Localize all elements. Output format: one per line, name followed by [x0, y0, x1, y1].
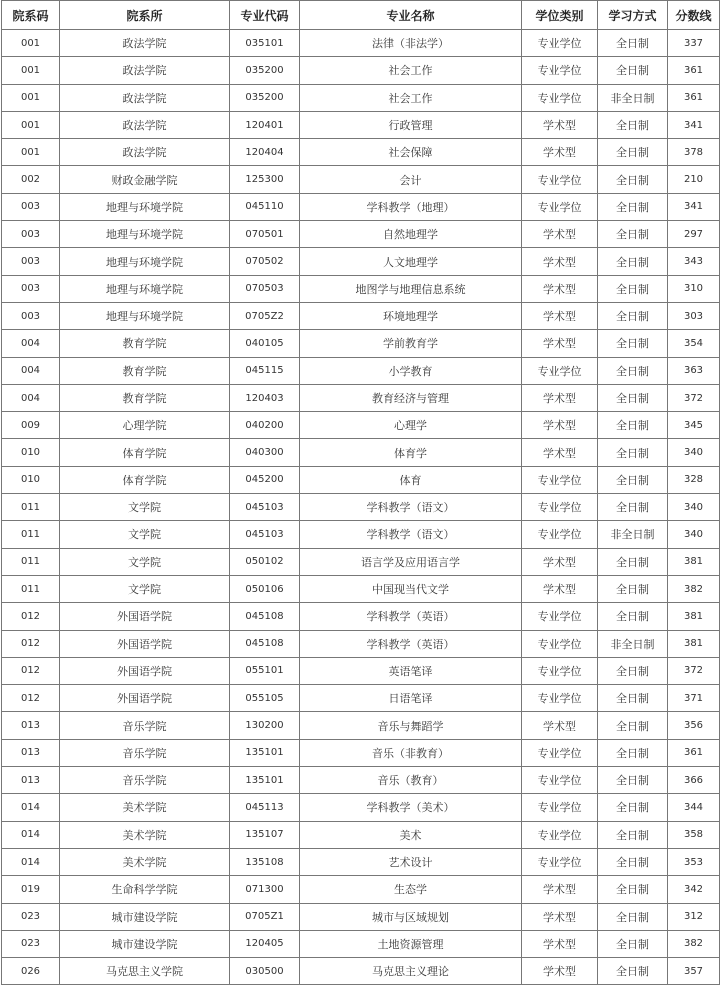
major-code-cell: 0705Z2: [230, 302, 300, 329]
dept-code-cell: 012: [2, 630, 60, 657]
dept-name-cell: 文学院: [60, 521, 230, 548]
table-row: [2, 221, 720, 248]
study-mode-cell: 全日制: [598, 548, 668, 575]
table-row: [2, 821, 720, 848]
score-cell: 340: [668, 494, 720, 521]
table-row: [2, 57, 720, 84]
dept-name-cell: 文学院: [60, 575, 230, 602]
table-row: [2, 412, 720, 439]
table-header: [2, 1, 720, 30]
major-code-cell: 135101: [230, 767, 300, 794]
dept-name-cell: 生命科学学院: [60, 876, 230, 903]
dept-name-cell: 教育学院: [60, 357, 230, 384]
dept-name-cell: 地理与环境学院: [60, 248, 230, 275]
major-name-cell: 音乐（非教育）: [300, 739, 522, 766]
major-name-cell: 城市与区域规划: [300, 903, 522, 930]
major-name-cell: 法律（非法学）: [300, 30, 522, 57]
study-mode-cell: 全日制: [598, 958, 668, 985]
score-cell: 337: [668, 30, 720, 57]
degree-type-cell: 学术型: [522, 575, 598, 602]
dept-name-cell: 政法学院: [60, 84, 230, 111]
header-study-mode: 学习方式: [598, 1, 668, 30]
study-mode-cell: 全日制: [598, 603, 668, 630]
degree-type-cell: 学术型: [522, 876, 598, 903]
dept-code-cell: 026: [2, 958, 60, 985]
degree-type-cell: 专业学位: [522, 794, 598, 821]
dept-code-cell: 003: [2, 221, 60, 248]
study-mode-cell: 全日制: [598, 30, 668, 57]
major-name-cell: 中国现当代文学: [300, 575, 522, 602]
dept-code-cell: 013: [2, 739, 60, 766]
major-code-cell: 040300: [230, 439, 300, 466]
major-code-cell: 130200: [230, 712, 300, 739]
dept-name-cell: 地理与环境学院: [60, 275, 230, 302]
degree-type-cell: 专业学位: [522, 84, 598, 111]
study-mode-cell: 全日制: [598, 302, 668, 329]
score-cell: 344: [668, 794, 720, 821]
dept-name-cell: 外国语学院: [60, 685, 230, 712]
degree-type-cell: 专业学位: [522, 494, 598, 521]
header-dept-name: 院系所: [60, 1, 230, 30]
study-mode-cell: 全日制: [598, 876, 668, 903]
degree-type-cell: 专业学位: [522, 657, 598, 684]
study-mode-cell: 全日制: [598, 193, 668, 220]
dept-name-cell: 体育学院: [60, 466, 230, 493]
major-name-cell: 艺术设计: [300, 848, 522, 875]
table-row: [2, 685, 720, 712]
score-cell: 361: [668, 57, 720, 84]
header-score-line: 分数线: [668, 1, 720, 30]
major-code-cell: 045103: [230, 494, 300, 521]
major-name-cell: 语言学及应用语言学: [300, 548, 522, 575]
degree-type-cell: 专业学位: [522, 30, 598, 57]
score-cell: 340: [668, 439, 720, 466]
score-cell: 328: [668, 466, 720, 493]
dept-code-cell: 014: [2, 794, 60, 821]
major-name-cell: 体育学: [300, 439, 522, 466]
score-cell: 372: [668, 657, 720, 684]
major-name-cell: 学前教育学: [300, 330, 522, 357]
major-name-cell: 土地资源管理: [300, 930, 522, 957]
study-mode-cell: 全日制: [598, 412, 668, 439]
study-mode-cell: 全日制: [598, 466, 668, 493]
dept-name-cell: 地理与环境学院: [60, 221, 230, 248]
major-code-cell: 045200: [230, 466, 300, 493]
score-cell: 341: [668, 193, 720, 220]
dept-code-cell: 011: [2, 494, 60, 521]
table-row: [2, 603, 720, 630]
dept-code-cell: 004: [2, 357, 60, 384]
major-name-cell: 学科教学（语文）: [300, 521, 522, 548]
table-row: [2, 630, 720, 657]
score-cell: 356: [668, 712, 720, 739]
major-name-cell: 音乐与舞蹈学: [300, 712, 522, 739]
degree-type-cell: 专业学位: [522, 821, 598, 848]
table-row: [2, 84, 720, 111]
study-mode-cell: 全日制: [598, 794, 668, 821]
major-name-cell: 日语笔译: [300, 685, 522, 712]
dept-name-cell: 政法学院: [60, 139, 230, 166]
score-cell: 357: [668, 958, 720, 985]
dept-code-cell: 003: [2, 193, 60, 220]
dept-code-cell: 011: [2, 575, 60, 602]
study-mode-cell: 全日制: [598, 930, 668, 957]
score-cell: 342: [668, 876, 720, 903]
table-row: [2, 958, 720, 985]
major-name-cell: 音乐（教育）: [300, 767, 522, 794]
dept-name-cell: 外国语学院: [60, 657, 230, 684]
dept-name-cell: 外国语学院: [60, 603, 230, 630]
score-cell: 354: [668, 330, 720, 357]
major-name-cell: 行政管理: [300, 111, 522, 138]
header-major-name: 专业名称: [300, 1, 522, 30]
dept-code-cell: 012: [2, 657, 60, 684]
score-cell: 378: [668, 139, 720, 166]
degree-type-cell: 学术型: [522, 248, 598, 275]
table-row: [2, 767, 720, 794]
table-row: [2, 876, 720, 903]
study-mode-cell: 全日制: [598, 139, 668, 166]
dept-code-cell: 009: [2, 412, 60, 439]
dept-name-cell: 地理与环境学院: [60, 302, 230, 329]
major-name-cell: 美术: [300, 821, 522, 848]
score-cell: 312: [668, 903, 720, 930]
major-code-cell: 071300: [230, 876, 300, 903]
degree-type-cell: 专业学位: [522, 57, 598, 84]
study-mode-cell: 全日制: [598, 494, 668, 521]
score-cell: 382: [668, 930, 720, 957]
major-code-cell: 035200: [230, 57, 300, 84]
score-cell: 361: [668, 739, 720, 766]
dept-code-cell: 013: [2, 767, 60, 794]
major-name-cell: 体育: [300, 466, 522, 493]
degree-type-cell: 专业学位: [522, 848, 598, 875]
major-name-cell: 学科教学（英语）: [300, 630, 522, 657]
major-code-cell: 035200: [230, 84, 300, 111]
dept-code-cell: 011: [2, 521, 60, 548]
dept-code-cell: 003: [2, 275, 60, 302]
table-row: [2, 575, 720, 602]
major-code-cell: 045115: [230, 357, 300, 384]
dept-code-cell: 012: [2, 603, 60, 630]
score-cell: 382: [668, 575, 720, 602]
table-row: [2, 248, 720, 275]
table-row: [2, 930, 720, 957]
study-mode-cell: 全日制: [598, 166, 668, 193]
dept-name-cell: 体育学院: [60, 439, 230, 466]
major-code-cell: 035101: [230, 30, 300, 57]
major-name-cell: 社会工作: [300, 57, 522, 84]
major-name-cell: 环境地理学: [300, 302, 522, 329]
table-row: [2, 494, 720, 521]
study-mode-cell: 全日制: [598, 685, 668, 712]
dept-name-cell: 教育学院: [60, 384, 230, 411]
table-row: [2, 657, 720, 684]
major-code-cell: 055105: [230, 685, 300, 712]
major-code-cell: 045108: [230, 630, 300, 657]
dept-name-cell: 财政金融学院: [60, 166, 230, 193]
major-name-cell: 小学教育: [300, 357, 522, 384]
major-code-cell: 045103: [230, 521, 300, 548]
major-code-cell: 070503: [230, 275, 300, 302]
dept-code-cell: 010: [2, 466, 60, 493]
major-code-cell: 120404: [230, 139, 300, 166]
dept-name-cell: 外国语学院: [60, 630, 230, 657]
score-cell: 310: [668, 275, 720, 302]
dept-code-cell: 001: [2, 111, 60, 138]
score-cell: 297: [668, 221, 720, 248]
degree-type-cell: 学术型: [522, 930, 598, 957]
degree-type-cell: 专业学位: [522, 166, 598, 193]
dept-code-cell: 012: [2, 685, 60, 712]
table-row: [2, 111, 720, 138]
degree-type-cell: 学术型: [522, 221, 598, 248]
degree-type-cell: 学术型: [522, 330, 598, 357]
score-cell: 381: [668, 603, 720, 630]
dept-name-cell: 音乐学院: [60, 767, 230, 794]
score-cell: 372: [668, 384, 720, 411]
study-mode-cell: 全日制: [598, 357, 668, 384]
major-name-cell: 社会工作: [300, 84, 522, 111]
major-code-cell: 070502: [230, 248, 300, 275]
major-code-cell: 135101: [230, 739, 300, 766]
major-code-cell: 050106: [230, 575, 300, 602]
score-cell: 303: [668, 302, 720, 329]
header-row: [2, 1, 720, 30]
table-row: [2, 330, 720, 357]
dept-name-cell: 城市建设学院: [60, 903, 230, 930]
major-code-cell: 045113: [230, 794, 300, 821]
score-cell: 381: [668, 630, 720, 657]
score-cell: 358: [668, 821, 720, 848]
degree-type-cell: 专业学位: [522, 193, 598, 220]
degree-type-cell: 学术型: [522, 139, 598, 166]
major-code-cell: 135108: [230, 848, 300, 875]
major-code-cell: 070501: [230, 221, 300, 248]
study-mode-cell: 非全日制: [598, 84, 668, 111]
study-mode-cell: 全日制: [598, 575, 668, 602]
table-row: [2, 466, 720, 493]
study-mode-cell: 全日制: [598, 848, 668, 875]
score-cell: 210: [668, 166, 720, 193]
dept-name-cell: 城市建设学院: [60, 930, 230, 957]
study-mode-cell: 全日制: [598, 57, 668, 84]
degree-type-cell: 专业学位: [522, 603, 598, 630]
degree-type-cell: 学术型: [522, 111, 598, 138]
study-mode-cell: 全日制: [598, 657, 668, 684]
table-body: [2, 30, 720, 985]
table-row: [2, 139, 720, 166]
dept-code-cell: 023: [2, 903, 60, 930]
major-code-cell: 050102: [230, 548, 300, 575]
header-dept-code: 院系码: [2, 1, 60, 30]
table-row: [2, 521, 720, 548]
major-name-cell: 教育经济与管理: [300, 384, 522, 411]
major-name-cell: 英语笔译: [300, 657, 522, 684]
dept-code-cell: 014: [2, 848, 60, 875]
dept-name-cell: 美术学院: [60, 794, 230, 821]
table-row: [2, 193, 720, 220]
dept-name-cell: 文学院: [60, 548, 230, 575]
table-row: [2, 848, 720, 875]
dept-name-cell: 教育学院: [60, 330, 230, 357]
major-code-cell: 030500: [230, 958, 300, 985]
degree-type-cell: 专业学位: [522, 357, 598, 384]
dept-name-cell: 音乐学院: [60, 712, 230, 739]
study-mode-cell: 全日制: [598, 221, 668, 248]
table-row: [2, 275, 720, 302]
major-name-cell: 学科教学（地理）: [300, 193, 522, 220]
dept-name-cell: 文学院: [60, 494, 230, 521]
study-mode-cell: 全日制: [598, 248, 668, 275]
table-row: [2, 439, 720, 466]
major-code-cell: 045108: [230, 603, 300, 630]
study-mode-cell: 全日制: [598, 384, 668, 411]
study-mode-cell: 全日制: [598, 111, 668, 138]
score-cell: 366: [668, 767, 720, 794]
dept-name-cell: 政法学院: [60, 57, 230, 84]
study-mode-cell: 全日制: [598, 767, 668, 794]
table-row: [2, 794, 720, 821]
major-code-cell: 040105: [230, 330, 300, 357]
table-row: [2, 357, 720, 384]
major-code-cell: 120401: [230, 111, 300, 138]
dept-code-cell: 001: [2, 84, 60, 111]
dept-name-cell: 音乐学院: [60, 739, 230, 766]
major-code-cell: 125300: [230, 166, 300, 193]
major-code-cell: 120403: [230, 384, 300, 411]
degree-type-cell: 专业学位: [522, 466, 598, 493]
major-name-cell: 人文地理学: [300, 248, 522, 275]
score-cell: 340: [668, 521, 720, 548]
degree-type-cell: 专业学位: [522, 630, 598, 657]
study-mode-cell: 全日制: [598, 712, 668, 739]
study-mode-cell: 全日制: [598, 330, 668, 357]
major-code-cell: 040200: [230, 412, 300, 439]
degree-type-cell: 学术型: [522, 548, 598, 575]
degree-type-cell: 学术型: [522, 958, 598, 985]
dept-code-cell: 002: [2, 166, 60, 193]
major-code-cell: 055101: [230, 657, 300, 684]
degree-type-cell: 学术型: [522, 412, 598, 439]
study-mode-cell: 全日制: [598, 439, 668, 466]
dept-name-cell: 政法学院: [60, 111, 230, 138]
score-cell: 371: [668, 685, 720, 712]
major-name-cell: 学科教学（语文）: [300, 494, 522, 521]
dept-name-cell: 心理学院: [60, 412, 230, 439]
degree-type-cell: 学术型: [522, 712, 598, 739]
study-mode-cell: 全日制: [598, 739, 668, 766]
dept-code-cell: 003: [2, 302, 60, 329]
major-name-cell: 地图学与地理信息系统: [300, 275, 522, 302]
header-degree-type: 学位类别: [522, 1, 598, 30]
study-mode-cell: 全日制: [598, 821, 668, 848]
major-name-cell: 学科教学（美术）: [300, 794, 522, 821]
major-name-cell: 生态学: [300, 876, 522, 903]
dept-code-cell: 013: [2, 712, 60, 739]
table-row: [2, 30, 720, 57]
degree-type-cell: 学术型: [522, 275, 598, 302]
dept-code-cell: 023: [2, 930, 60, 957]
major-name-cell: 自然地理学: [300, 221, 522, 248]
score-cell: 353: [668, 848, 720, 875]
major-name-cell: 社会保障: [300, 139, 522, 166]
score-cell: 343: [668, 248, 720, 275]
dept-name-cell: 地理与环境学院: [60, 193, 230, 220]
dept-code-cell: 014: [2, 821, 60, 848]
major-name-cell: 马克思主义理论: [300, 958, 522, 985]
study-mode-cell: 全日制: [598, 275, 668, 302]
degree-type-cell: 学术型: [522, 302, 598, 329]
major-code-cell: 120405: [230, 930, 300, 957]
table-row: [2, 302, 720, 329]
score-cell: 345: [668, 412, 720, 439]
score-table: [1, 0, 720, 985]
study-mode-cell: 非全日制: [598, 630, 668, 657]
major-name-cell: 会计: [300, 166, 522, 193]
degree-type-cell: 学术型: [522, 439, 598, 466]
dept-name-cell: 美术学院: [60, 821, 230, 848]
dept-code-cell: 019: [2, 876, 60, 903]
degree-type-cell: 专业学位: [522, 521, 598, 548]
header-major-code: 专业代码: [230, 1, 300, 30]
dept-code-cell: 001: [2, 30, 60, 57]
degree-type-cell: 专业学位: [522, 739, 598, 766]
score-cell: 381: [668, 548, 720, 575]
study-mode-cell: 全日制: [598, 903, 668, 930]
dept-code-cell: 011: [2, 548, 60, 575]
table-row: [2, 166, 720, 193]
major-name-cell: 心理学: [300, 412, 522, 439]
dept-code-cell: 010: [2, 439, 60, 466]
dept-name-cell: 政法学院: [60, 30, 230, 57]
dept-name-cell: 马克思主义学院: [60, 958, 230, 985]
table-row: [2, 739, 720, 766]
table-row: [2, 548, 720, 575]
dept-code-cell: 001: [2, 57, 60, 84]
degree-type-cell: 学术型: [522, 903, 598, 930]
dept-code-cell: 004: [2, 384, 60, 411]
degree-type-cell: 学术型: [522, 384, 598, 411]
major-code-cell: 0705Z1: [230, 903, 300, 930]
table-row: [2, 903, 720, 930]
degree-type-cell: 专业学位: [522, 685, 598, 712]
table-row: [2, 384, 720, 411]
dept-name-cell: 美术学院: [60, 848, 230, 875]
major-code-cell: 045110: [230, 193, 300, 220]
dept-code-cell: 003: [2, 248, 60, 275]
table-row: [2, 712, 720, 739]
score-cell: 341: [668, 111, 720, 138]
score-cell: 361: [668, 84, 720, 111]
study-mode-cell: 非全日制: [598, 521, 668, 548]
score-cell: 363: [668, 357, 720, 384]
major-code-cell: 135107: [230, 821, 300, 848]
dept-code-cell: 004: [2, 330, 60, 357]
degree-type-cell: 专业学位: [522, 767, 598, 794]
major-name-cell: 学科教学（英语）: [300, 603, 522, 630]
dept-code-cell: 001: [2, 139, 60, 166]
